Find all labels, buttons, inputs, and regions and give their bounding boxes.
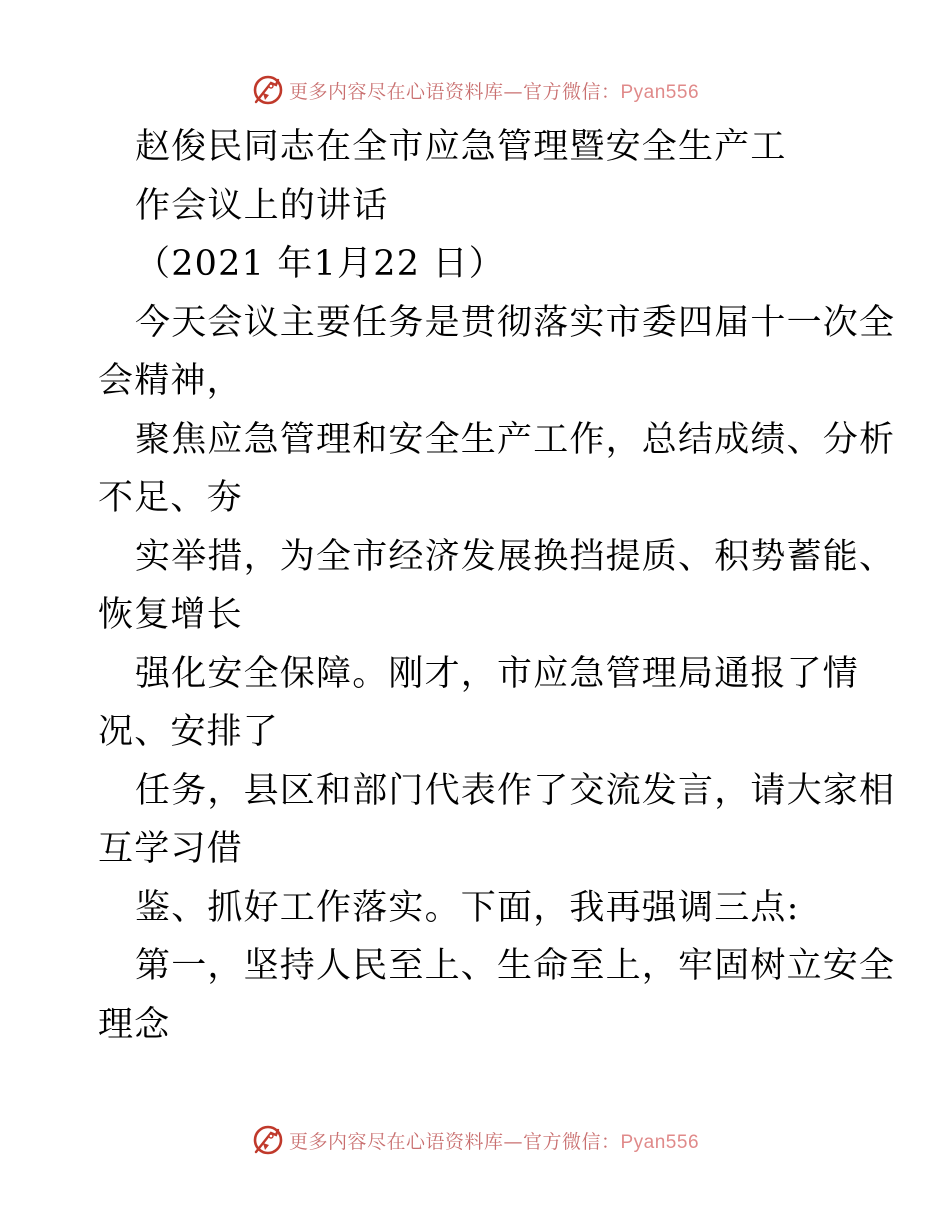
body-line: 况、安排了 (98, 712, 280, 752)
body-line: （2021 年1月22 日） (135, 244, 505, 284)
document-body (98, 118, 896, 1054)
pen-nib-circle-icon (251, 73, 285, 107)
body-line: 赵俊民同志在全市应急管理暨安全生产工 (135, 127, 787, 167)
body-line: 不足、夯 (98, 478, 243, 518)
watermark-footer (0, 1120, 950, 1160)
body-line: 理念 (98, 1004, 171, 1045)
watermark-text: 更多内容尽在心语资料库—官方微信：Pyan556 (288, 1130, 700, 1153)
body-line: 会精神， (98, 361, 243, 401)
body-line: 恢复增长 (98, 595, 243, 635)
body-line: 今天会议主要任务是贯彻落实市委四届十一次全 (135, 302, 896, 343)
watermark-header (0, 70, 950, 110)
watermark-contact: Pyan556 (620, 1131, 700, 1153)
body-line: 互学习借 (98, 829, 243, 869)
body-line: 任务，县区和部门代表作了交流发言，请大家相 (135, 770, 896, 811)
watermark-text: 更多内容尽在心语资料库—官方微信：Pyan556 (288, 80, 700, 103)
watermark-contact: Pyan556 (620, 81, 700, 103)
body-line: 强化安全保障。刚才，市应急管理局通报了情 (135, 653, 860, 694)
body-line: 鉴、抓好工作落实。下面，我再强调三点: (135, 887, 800, 928)
body-line: 第一，坚持人民至上、生命至上，牢固树立安全 (135, 946, 896, 986)
body-line: 聚焦应急管理和安全生产工作，总结成绩、分析 (135, 419, 896, 460)
body-line: 作会议上的讲话 (135, 185, 389, 226)
pen-nib-circle-icon (251, 1123, 285, 1157)
body-line: 实举措，为全市经济发展换挡提质、积势蓄能、 (135, 536, 896, 577)
